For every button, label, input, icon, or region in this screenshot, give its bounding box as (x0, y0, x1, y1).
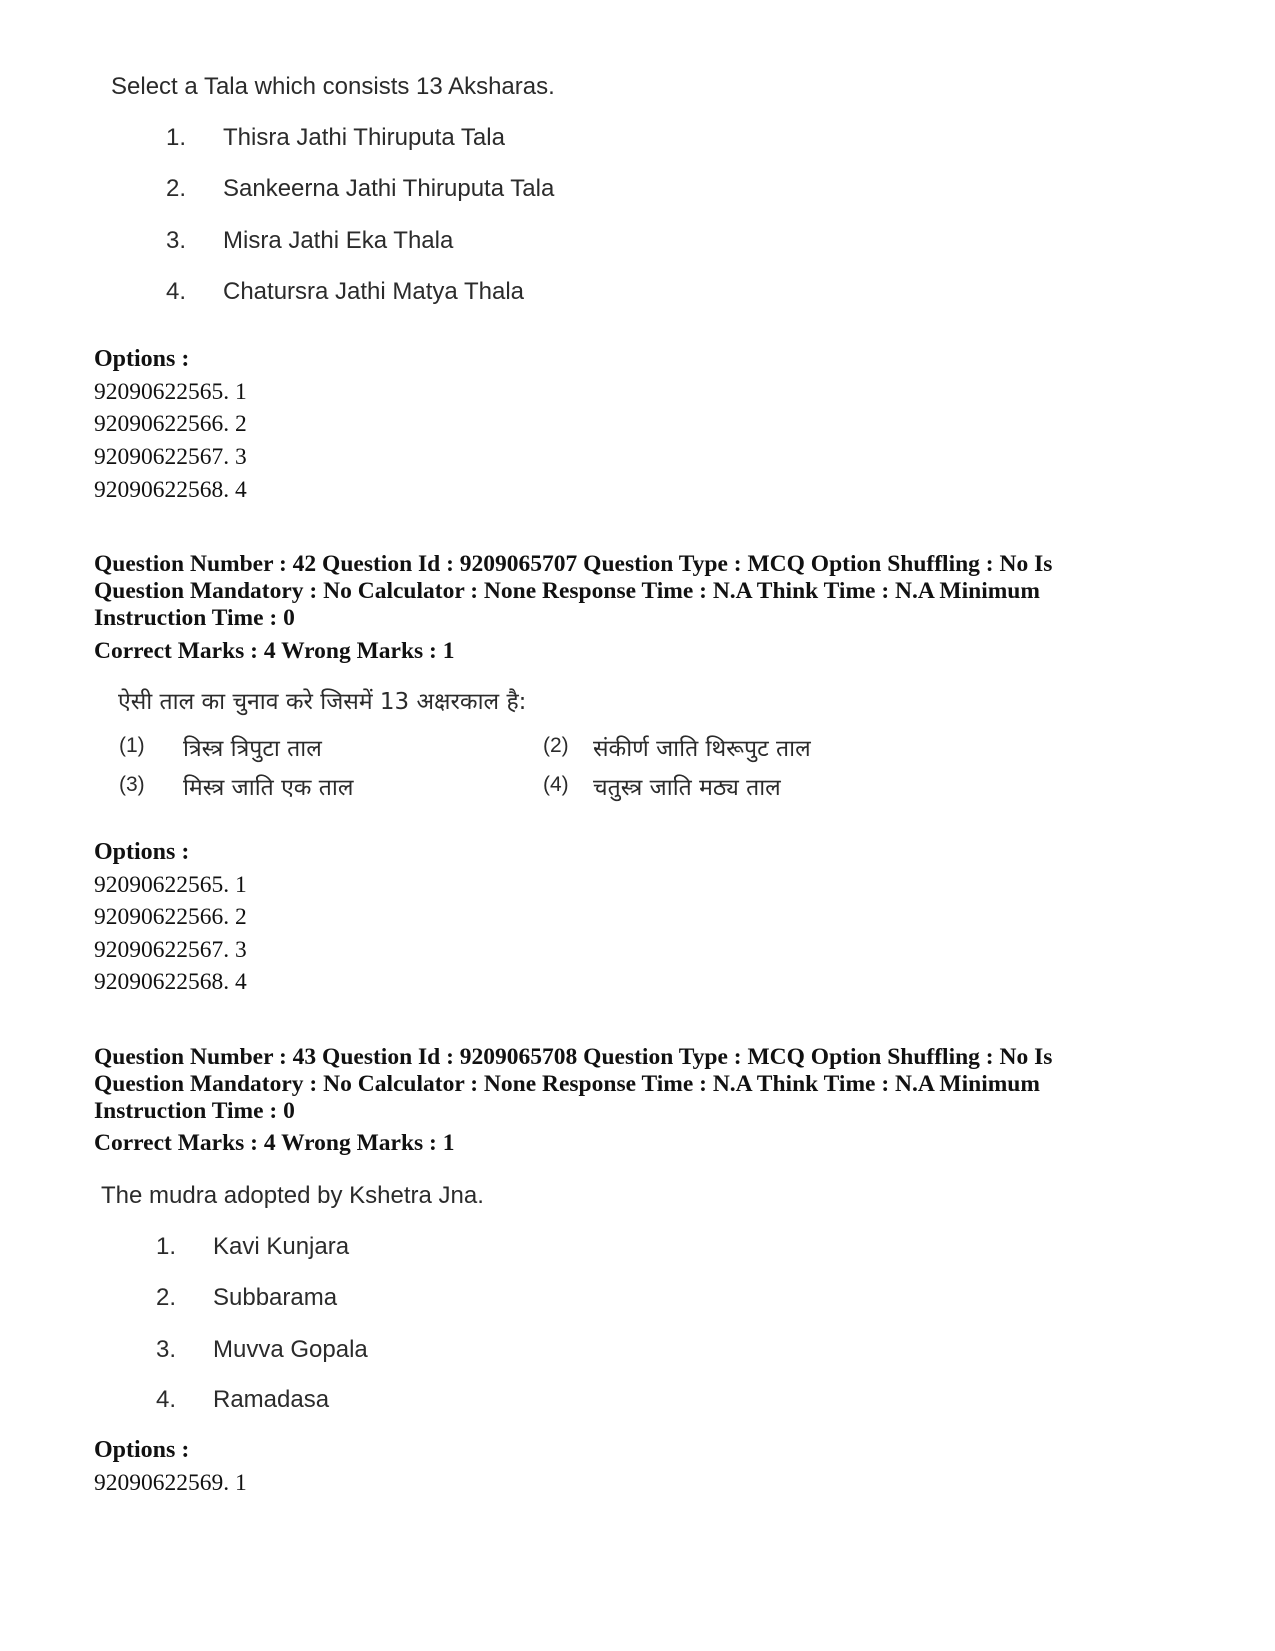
option-line: 92090622566. 2 (94, 411, 247, 437)
options-label: Options : (94, 839, 190, 865)
choice-number: (2) (543, 734, 569, 757)
choice-text: Sankeerna Jathi Thiruputa Tala (223, 175, 555, 202)
choice-text: त्रिस्त्र त्रिपुटा ताल (183, 736, 322, 762)
choice-number: 4. (166, 278, 187, 305)
choice-number: 1. (166, 124, 187, 151)
choice-text: Misra Jathi Eka Thala (223, 227, 454, 254)
choice-text: Kavi Kunjara (213, 1233, 350, 1260)
choice-text: संकीर्ण जाति थिरूपुट ताल (593, 736, 811, 762)
question-42-text: ऐसी ताल का चुनाव करे जिसमें 13 अक्षरकाल है: (118, 689, 527, 715)
marks-line: Correct Marks : 4 Wrong Marks : 1 (94, 1130, 455, 1156)
question-header-line: Question Number : 43 Question Id : 9209065708 Question Type : MCQ Option Shuffling : No Is (94, 1044, 1053, 1070)
question-header-line: Instruction Time : 0 (94, 605, 295, 631)
choice-number: (3) (119, 773, 145, 796)
options-label: Options : (94, 346, 190, 372)
question-header-line: Question Mandatory : No Calculator : None Response Time : N.A Think Time : N.A Minimum (94, 1071, 1040, 1097)
choice-number: 3. (166, 227, 187, 254)
choice-number: (4) (543, 773, 569, 796)
option-line: 92090622566. 2 (94, 904, 247, 930)
option-line: 92090622568. 4 (94, 969, 247, 995)
choice-number: 1. (156, 1233, 177, 1260)
choice-text: Subbarama (213, 1284, 338, 1311)
choice-number: (1) (119, 734, 145, 757)
choice-text: चतुस्त्र जाति मठ्य ताल (593, 775, 781, 801)
question-header-line: Question Mandatory : No Calculator : None Response Time : N.A Think Time : N.A Minimum (94, 578, 1040, 604)
choice-number: 2. (156, 1284, 177, 1311)
options-label: Options : (94, 1437, 190, 1463)
choice-text: Ramadasa (213, 1386, 330, 1413)
choice-text: Thisra Jathi Thiruputa Tala (223, 124, 505, 151)
choice-text: Chatursra Jathi Matya Thala (223, 278, 525, 305)
choice-number: 2. (166, 175, 187, 202)
choice-text: Muvva Gopala (213, 1336, 368, 1363)
option-line: 92090622567. 3 (94, 937, 247, 963)
choice-text: मिस्त्र जाति एक ताल (183, 775, 354, 801)
question-header-line: Instruction Time : 0 (94, 1098, 295, 1124)
choice-number: 4. (156, 1386, 177, 1413)
question-41-text: Select a Tala which consists 13 Aksharas. (111, 73, 555, 100)
option-line: 92090622569. 1 (94, 1470, 247, 1496)
choice-number: 3. (156, 1336, 177, 1363)
option-line: 92090622568. 4 (94, 477, 247, 503)
marks-line: Correct Marks : 4 Wrong Marks : 1 (94, 638, 455, 664)
option-line: 92090622565. 1 (94, 872, 247, 898)
option-line: 92090622565. 1 (94, 379, 247, 405)
question-header-line: Question Number : 42 Question Id : 9209065707 Question Type : MCQ Option Shuffling : No Is (94, 551, 1053, 577)
question-43-text: The mudra adopted by Kshetra Jna. (101, 1182, 484, 1209)
option-line: 92090622567. 3 (94, 444, 247, 470)
